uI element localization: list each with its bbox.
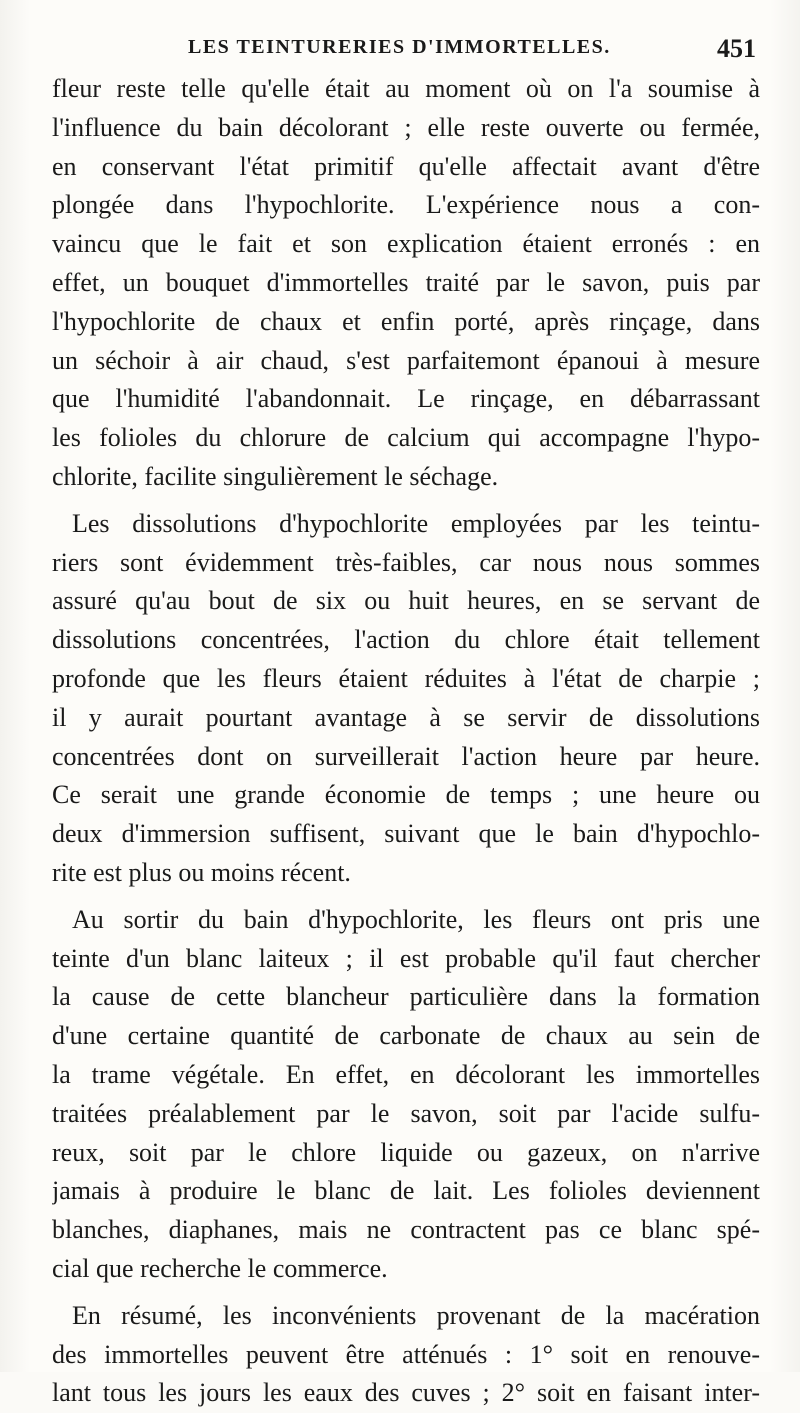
text-line: blanches, diaphanes, mais ne contractent pas ce blanc spé-	[52, 1215, 760, 1245]
text-line: teinte d'un blanc laiteux ; il est probable qu'il faut chercher	[52, 943, 760, 973]
text-line: jamais à produire le blanc de lait. Les folioles deviennent	[52, 1176, 760, 1206]
text-line: la trame végétale. En effet, en décolorant les immortelles	[52, 1059, 760, 1089]
text-line: reux, soit par le chlore liquide ou gazeux, on n'arrive	[52, 1137, 760, 1167]
text-line: cial que recherche le commerce.	[52, 1253, 388, 1283]
text-line: chlorite, facilite singulièrement le séchage.	[52, 461, 499, 491]
text-line: dissolutions concentrées, l'action du chlore était tellement	[52, 625, 760, 655]
text-line: lant tous les jours les eaux des cuves ; 2° soit en faisant inter-	[52, 1378, 760, 1408]
text-line: riers sont évidemment très-faibles, car nous nous sommes	[52, 547, 760, 577]
text-line: assuré qu'au bout de six ou huit heures, en se servant de	[52, 586, 760, 616]
page-number: 451	[717, 34, 756, 63]
text-line: deux d'immersion suffisent, suivant que le bain d'hypochlo-	[52, 819, 760, 849]
running-title: LES TEINTURERIES D'IMMORTELLES.	[188, 36, 611, 58]
text-line: l'hypochlorite de chaux et enfin porté, après rinçage, dans	[52, 306, 760, 336]
text-line: en conservant l'état primitif qu'elle affectait avant d'être	[52, 151, 760, 181]
text-line: rite est plus ou moins récent.	[52, 857, 351, 887]
paragraph-3	[52, 901, 760, 1289]
paragraph-2	[52, 505, 760, 893]
text-line: un séchoir à air chaud, s'est parfaitemont épanoui à mesure	[52, 345, 760, 375]
text-line: il y aurait pourtant avantage à se servir de dissolutions	[52, 702, 760, 732]
text-line: profonde que les fleurs étaient réduites à l'état de charpie ;	[52, 663, 760, 693]
text-line: effet, un bouquet d'immortelles traité par le savon, puis par	[52, 267, 760, 297]
paragraph-4	[52, 1297, 760, 1413]
text-line: la cause de cette blancheur particulière dans la formation	[52, 982, 760, 1012]
text-line: Ce serait une grande économie de temps ; une heure ou	[52, 780, 760, 810]
text-line: vaincu que le fait et son explication étaient erronés : en	[52, 229, 760, 259]
paragraph-1	[52, 70, 760, 497]
text-line: En résumé, les inconvénients provenant de la macération	[72, 1300, 760, 1330]
text-line: que l'humidité l'abandonnait. Le rinçage, en débarrassant	[52, 384, 760, 414]
text-line: des immortelles peuvent être atténués : 1° soit en renouve-	[52, 1339, 760, 1369]
text-line: les folioles du chlorure de calcium qui accompagne l'hypo-	[52, 423, 760, 453]
text-line: d'une certaine quantité de carbonate de chaux au sein de	[52, 1021, 760, 1051]
text-line: Au sortir du bain d'hypochlorite, les fleurs ont pris une	[72, 904, 760, 934]
body-text	[52, 70, 760, 1413]
page-header	[0, 34, 800, 66]
text-line: concentrées dont on surveillerait l'action heure par heure.	[52, 741, 760, 771]
text-line: plongée dans l'hypochlorite. L'expérience nous a con-	[52, 190, 760, 220]
text-line: traitées préalablement par le savon, soit par l'acide sulfu-	[52, 1098, 760, 1128]
text-line: l'influence du bain décolorant ; elle reste ouverte ou fermée,	[52, 112, 760, 142]
text-line: Les dissolutions d'hypochlorite employées par les teintu-	[72, 508, 760, 538]
text-line: fleur reste telle qu'elle était au moment où on l'a soumise à	[52, 74, 760, 103]
